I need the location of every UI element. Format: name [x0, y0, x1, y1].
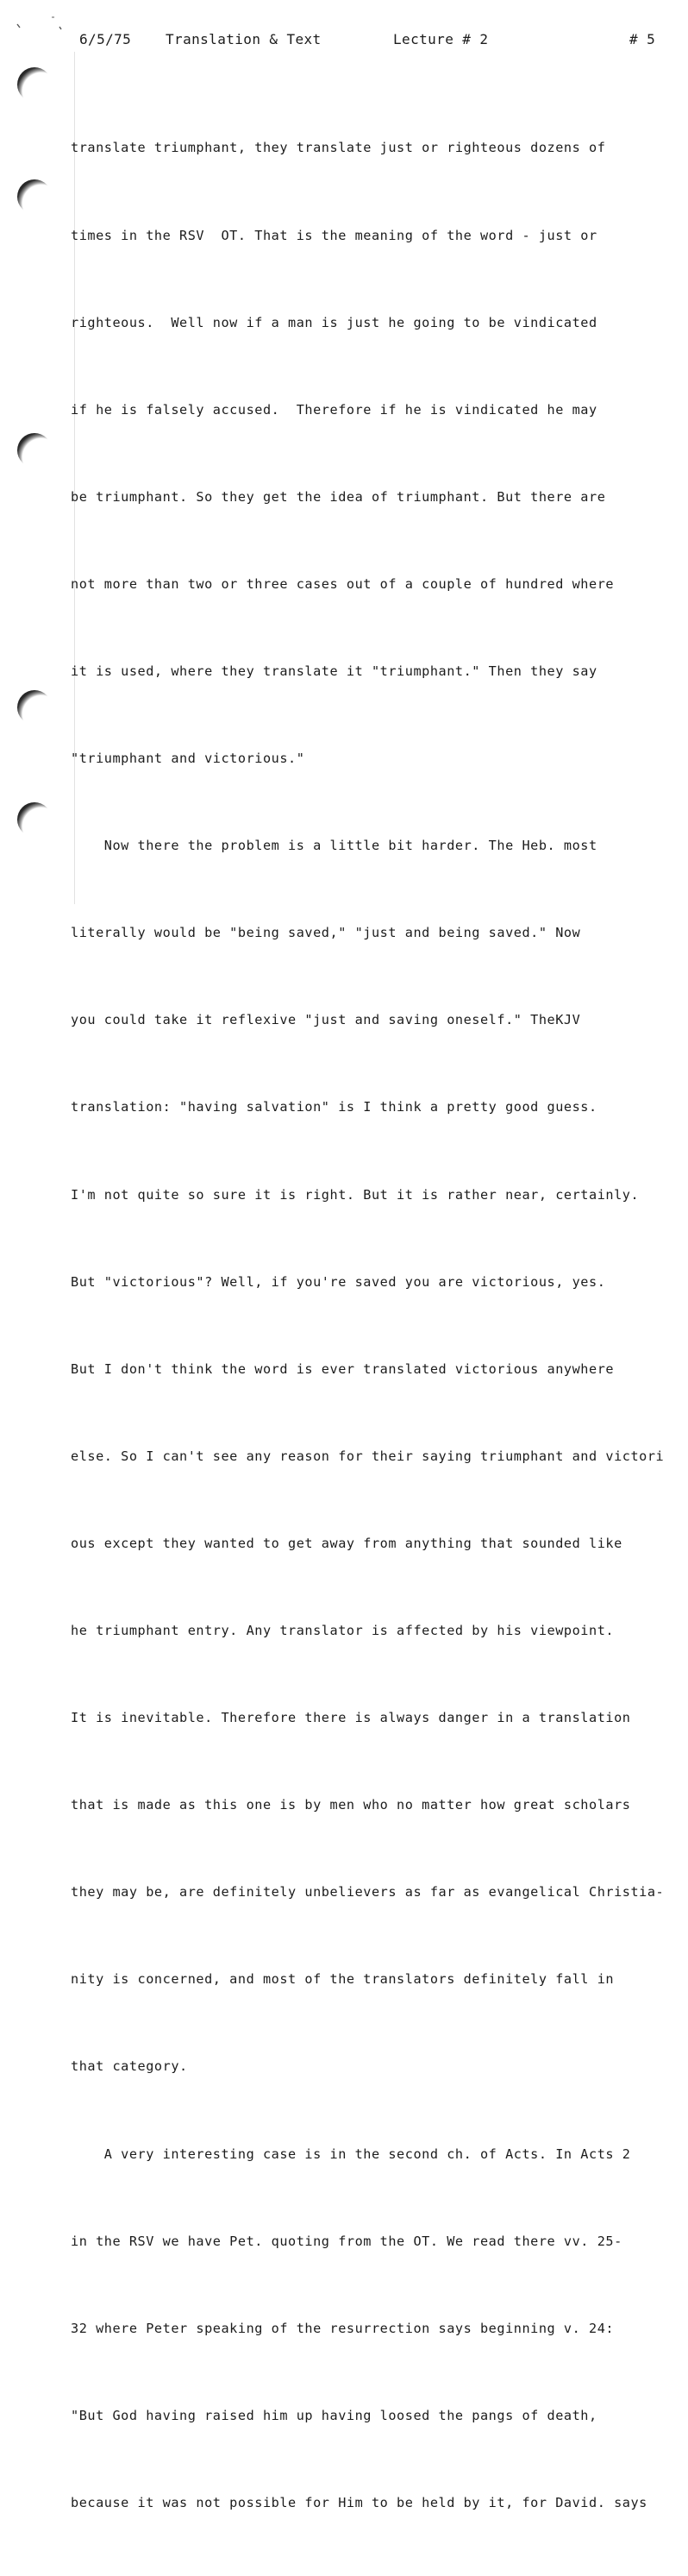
text-line: literally would be "being saved," "just and being saved." Now	[71, 925, 581, 941]
text-line: nity is concerned, and most of the translators definitely fall in	[71, 1971, 615, 1988]
header-date: 6/5/75	[79, 31, 132, 47]
text-line: It is inevitable. Therefore there is always danger in a translation	[71, 1710, 631, 1726]
text-line: But I don't think the word is ever translated victorious anywhere	[71, 1360, 615, 1377]
text-line: 32 where Peter speaking of the resurrection says beginning v. 24:	[71, 2320, 615, 2336]
binder-hole-5	[17, 802, 52, 837]
text-line: translate triumphant, they translate just or righteous dozens of	[71, 140, 606, 156]
text-line: else. So I can't see any reason for their saying triumphant and victori	[71, 1448, 665, 1464]
page-header	[0, 31, 688, 52]
text-line: translation: "having salvation" is I think a pretty good guess.	[71, 1099, 597, 1115]
text-line: that category.	[71, 2058, 188, 2075]
text-line: in the RSV we have Pet. quoting from the OT. We read there vv. 25-	[71, 2233, 622, 2249]
binder-hole-3	[17, 433, 52, 468]
header-lecture: Lecture # 2	[393, 31, 489, 47]
text-line: that is made as this one is by men who no matter how great scholars	[71, 1797, 631, 1813]
binder-hole-1	[17, 67, 52, 102]
text-line: I'm not quite so sure it is right. But it is rather near, certainly.	[71, 1186, 640, 1203]
binder-hole-2	[17, 179, 52, 214]
text-line: But "victorious"? Well, if you're saved you are victorious, yes.	[71, 1273, 606, 1290]
text-line: you could take it reflexive "just and saving oneself." TheKJV	[71, 1012, 581, 1028]
text-line: "triumphant and victorious."	[71, 751, 305, 767]
text-line: it is used, where they translate it "triumphant." Then they say	[71, 663, 597, 679]
body-text	[71, 76, 688, 2576]
text-line: ous except they wanted to get away from anything that sounded like	[71, 1535, 622, 1551]
header-title: Translation & Text	[166, 31, 322, 47]
text-line: not more than two or three cases out of a couple of hundred where	[71, 575, 615, 592]
text-line: if he is falsely accused. Therefore if he is vindicated he may	[71, 401, 597, 418]
binder-hole-4	[17, 690, 52, 725]
text-line: times in the RSV OT. That is the meaning of the word - just or	[71, 227, 597, 243]
text-line: "But God having raised him up having loosed the pangs of death,	[71, 2407, 597, 2423]
text-line: righteous. Well now if a man is just he going to be vindicated	[71, 314, 597, 330]
text-line: because it was not possible for Him to be held by it, for David. says	[71, 2494, 647, 2510]
text-line: they may be, are definitely unbelievers as far as evangelical Christia-	[71, 1884, 665, 1901]
text-line: be triumphant. So they get the idea of triumphant. But there are	[71, 488, 606, 505]
text-line: he triumphant entry. Any translator is affected by his viewpoint.	[71, 1623, 615, 1638]
text-line: A very interesting case is in the second ch. of Acts. In Acts 2	[71, 2146, 631, 2162]
text-line: Now there the problem is a little bit harder. The Heb. most	[71, 838, 597, 854]
header-page-number: # 5	[629, 31, 656, 47]
